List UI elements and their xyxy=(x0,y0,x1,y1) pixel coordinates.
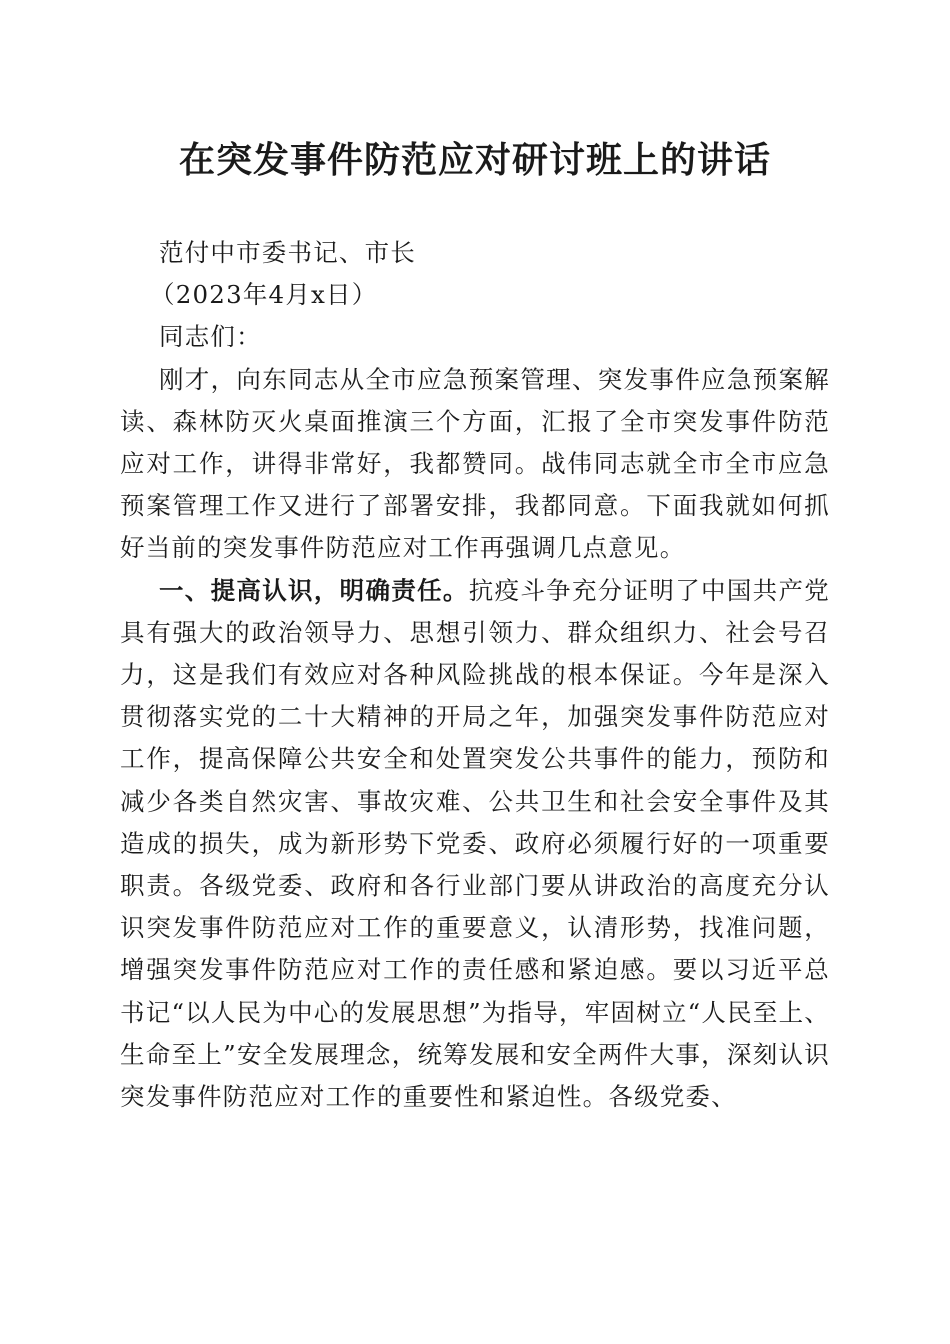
speaker-line: 范付中市委书记、市长 xyxy=(159,238,416,267)
date-line: （2023年4月x日） xyxy=(150,280,378,310)
paragraph-opening: 刚才，向东同志从全市应急预案管理、突发事件应急预案解读、森林防灭火桌面推演三个方面，汇报了全市突发事件防范应对工作，讲得非常好，我都赞同。战伟同志就全市全市应急预案管理工作又进行了部署安排，我都同意。下面我就如何抓好当前的突发事件防范应对工作再强调几点意见。 xyxy=(120,364,830,563)
section-1-text: 抗疫斗争充分证明了中国共产党具有强大的政治领导力、思想引领力、群众组织力、社会号召力，这是我们有效应对各种风险挑战的根本保证。今年是深入贯彻落实党的二十大精神的开局之年，加强突发事件防范应对工作，提高保障公共安全和处置突发公共事件的能力，预防和减少各类自然灾害、事故灾难、公共卫生和社会安全事件及其造成的损失，成为新形势下党委、政府必须履行好的一项重要职责。各级党委、政府和各行业部门要从讲政治的高度充分认识突发事件防范应对工作的重要意义，认清形势，找准问题，增强突发事件防范应对工作的责任感和紧迫感。要以习近平总书记“以人民为中心的发展思想”为指导，牢固树立“人民至上、生命至上”安全发展理念，统筹发展和安全两件大事，深刻认识突发事件防范应对工作的重要性和紧迫性。各级党委、 xyxy=(120,575,830,1112)
document-body xyxy=(120,232,830,1118)
document-title: 在突发事件防范应对研讨班上的讲话 xyxy=(178,139,771,181)
section-1-heading: 一、提高认识，明确责任。 xyxy=(159,575,469,605)
salutation: 同志们： xyxy=(159,322,262,352)
paragraph-section-1 xyxy=(120,570,830,1119)
